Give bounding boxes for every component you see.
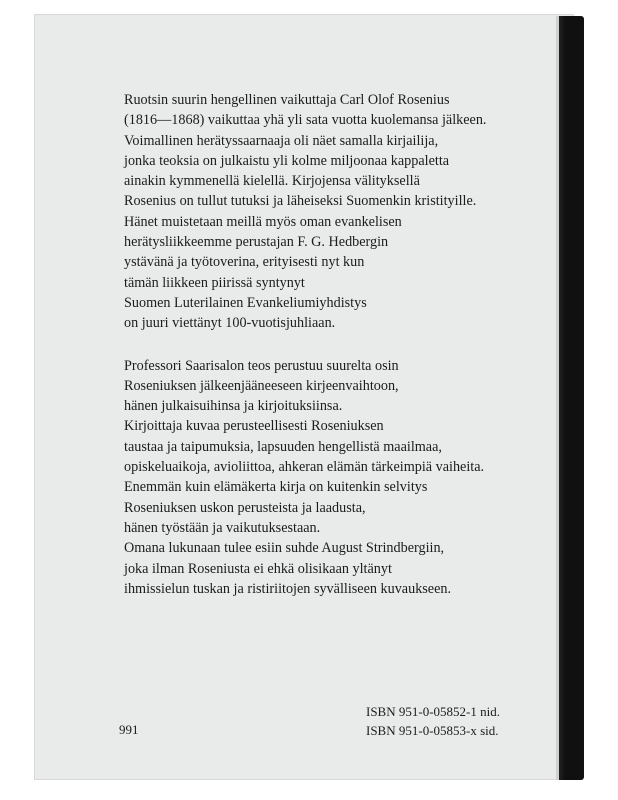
text-line: taustaa ja taipumuksia, lapsuuden hengellistä maailmaa, (124, 438, 442, 455)
text-line: Kirjoittaja kuvaa perusteellisesti Roseniuksen (124, 418, 384, 435)
text-line: Professori Saarisalon teos perustuu suurelta osin (124, 357, 399, 374)
text-line: herätysliikkeemme perustajan F. G. Hedbergin (124, 234, 389, 251)
text-line: joka ilman Roseniusta ei ehkä olisikaan yltänyt (124, 560, 392, 577)
text-line: (1816—1868) vaikuttaa yhä yli sata vuotta kuolemansa jälkeen. (124, 112, 487, 129)
text-line: Omana lukunaan tulee esiin suhde August Strindbergiin, (124, 540, 445, 557)
text-line: Rosenius on tullut tutuksi ja läheiseksi Suomenkin kristityille. (124, 193, 477, 210)
catalog-number: 991 (119, 722, 139, 737)
isbn-paperback: ISBN 951-0-05852-1 nid. (366, 704, 500, 719)
text-line: ainakin kymmenellä kielellä. Kirjojensa välityksellä (124, 173, 420, 190)
text-line: ystävänä ja työtoverina, erityisesti nyt kun (124, 254, 365, 271)
text-line: hänen julkaisuihinsa ja kirjoituksiinsa. (124, 398, 343, 415)
text-line: Voimallinen herätyssaarnaaja oli näet samalla kirjailija, (124, 132, 439, 149)
text-line: Suomen Luterilainen Evankeliumiyhdistys (124, 294, 367, 311)
isbn-hardcover: ISBN 951-0-05853-x sid. (366, 723, 499, 738)
text-line: Roseniuksen uskon perusteista ja laadusta, (124, 499, 366, 516)
book-spine (556, 16, 584, 780)
text-line: Enemmän kuin elämäkerta kirja on kuitenkin selvitys (124, 479, 428, 496)
description-paragraph-2 (124, 356, 544, 600)
text-line: jonka teoksia on julkaistu yli kolme miljoonaa kappaletta (124, 152, 450, 169)
isbn-block (366, 702, 500, 740)
text-line: Roseniuksen jälkeenjääneeseen kirjeenvaihtoon, (124, 377, 399, 394)
text-line: ihmissielun tuskan ja ristiriitojen syvälliseen kuvaukseen. (124, 580, 452, 597)
text-line: on juuri viettänyt 100-vuotisjuhliaan. (124, 315, 336, 332)
cover-description (124, 90, 544, 599)
text-line: Ruotsin suurin hengellinen vaikuttaja Carl Olof Rosenius (124, 92, 450, 108)
text-line: hänen työstään ja vaikutuksestaan. (124, 519, 321, 536)
text-line: Hänet muistetaan meillä myös oman evankelisen (124, 213, 402, 230)
text-line: tämän liikkeen piirissä syntynyt (124, 274, 305, 291)
spine-edge (556, 16, 559, 780)
text-line: opiskeluaikoja, avioliittoa, ahkeran elämän tärkeimpiä vaiheita. (124, 459, 485, 476)
description-paragraph-1 (124, 90, 544, 334)
